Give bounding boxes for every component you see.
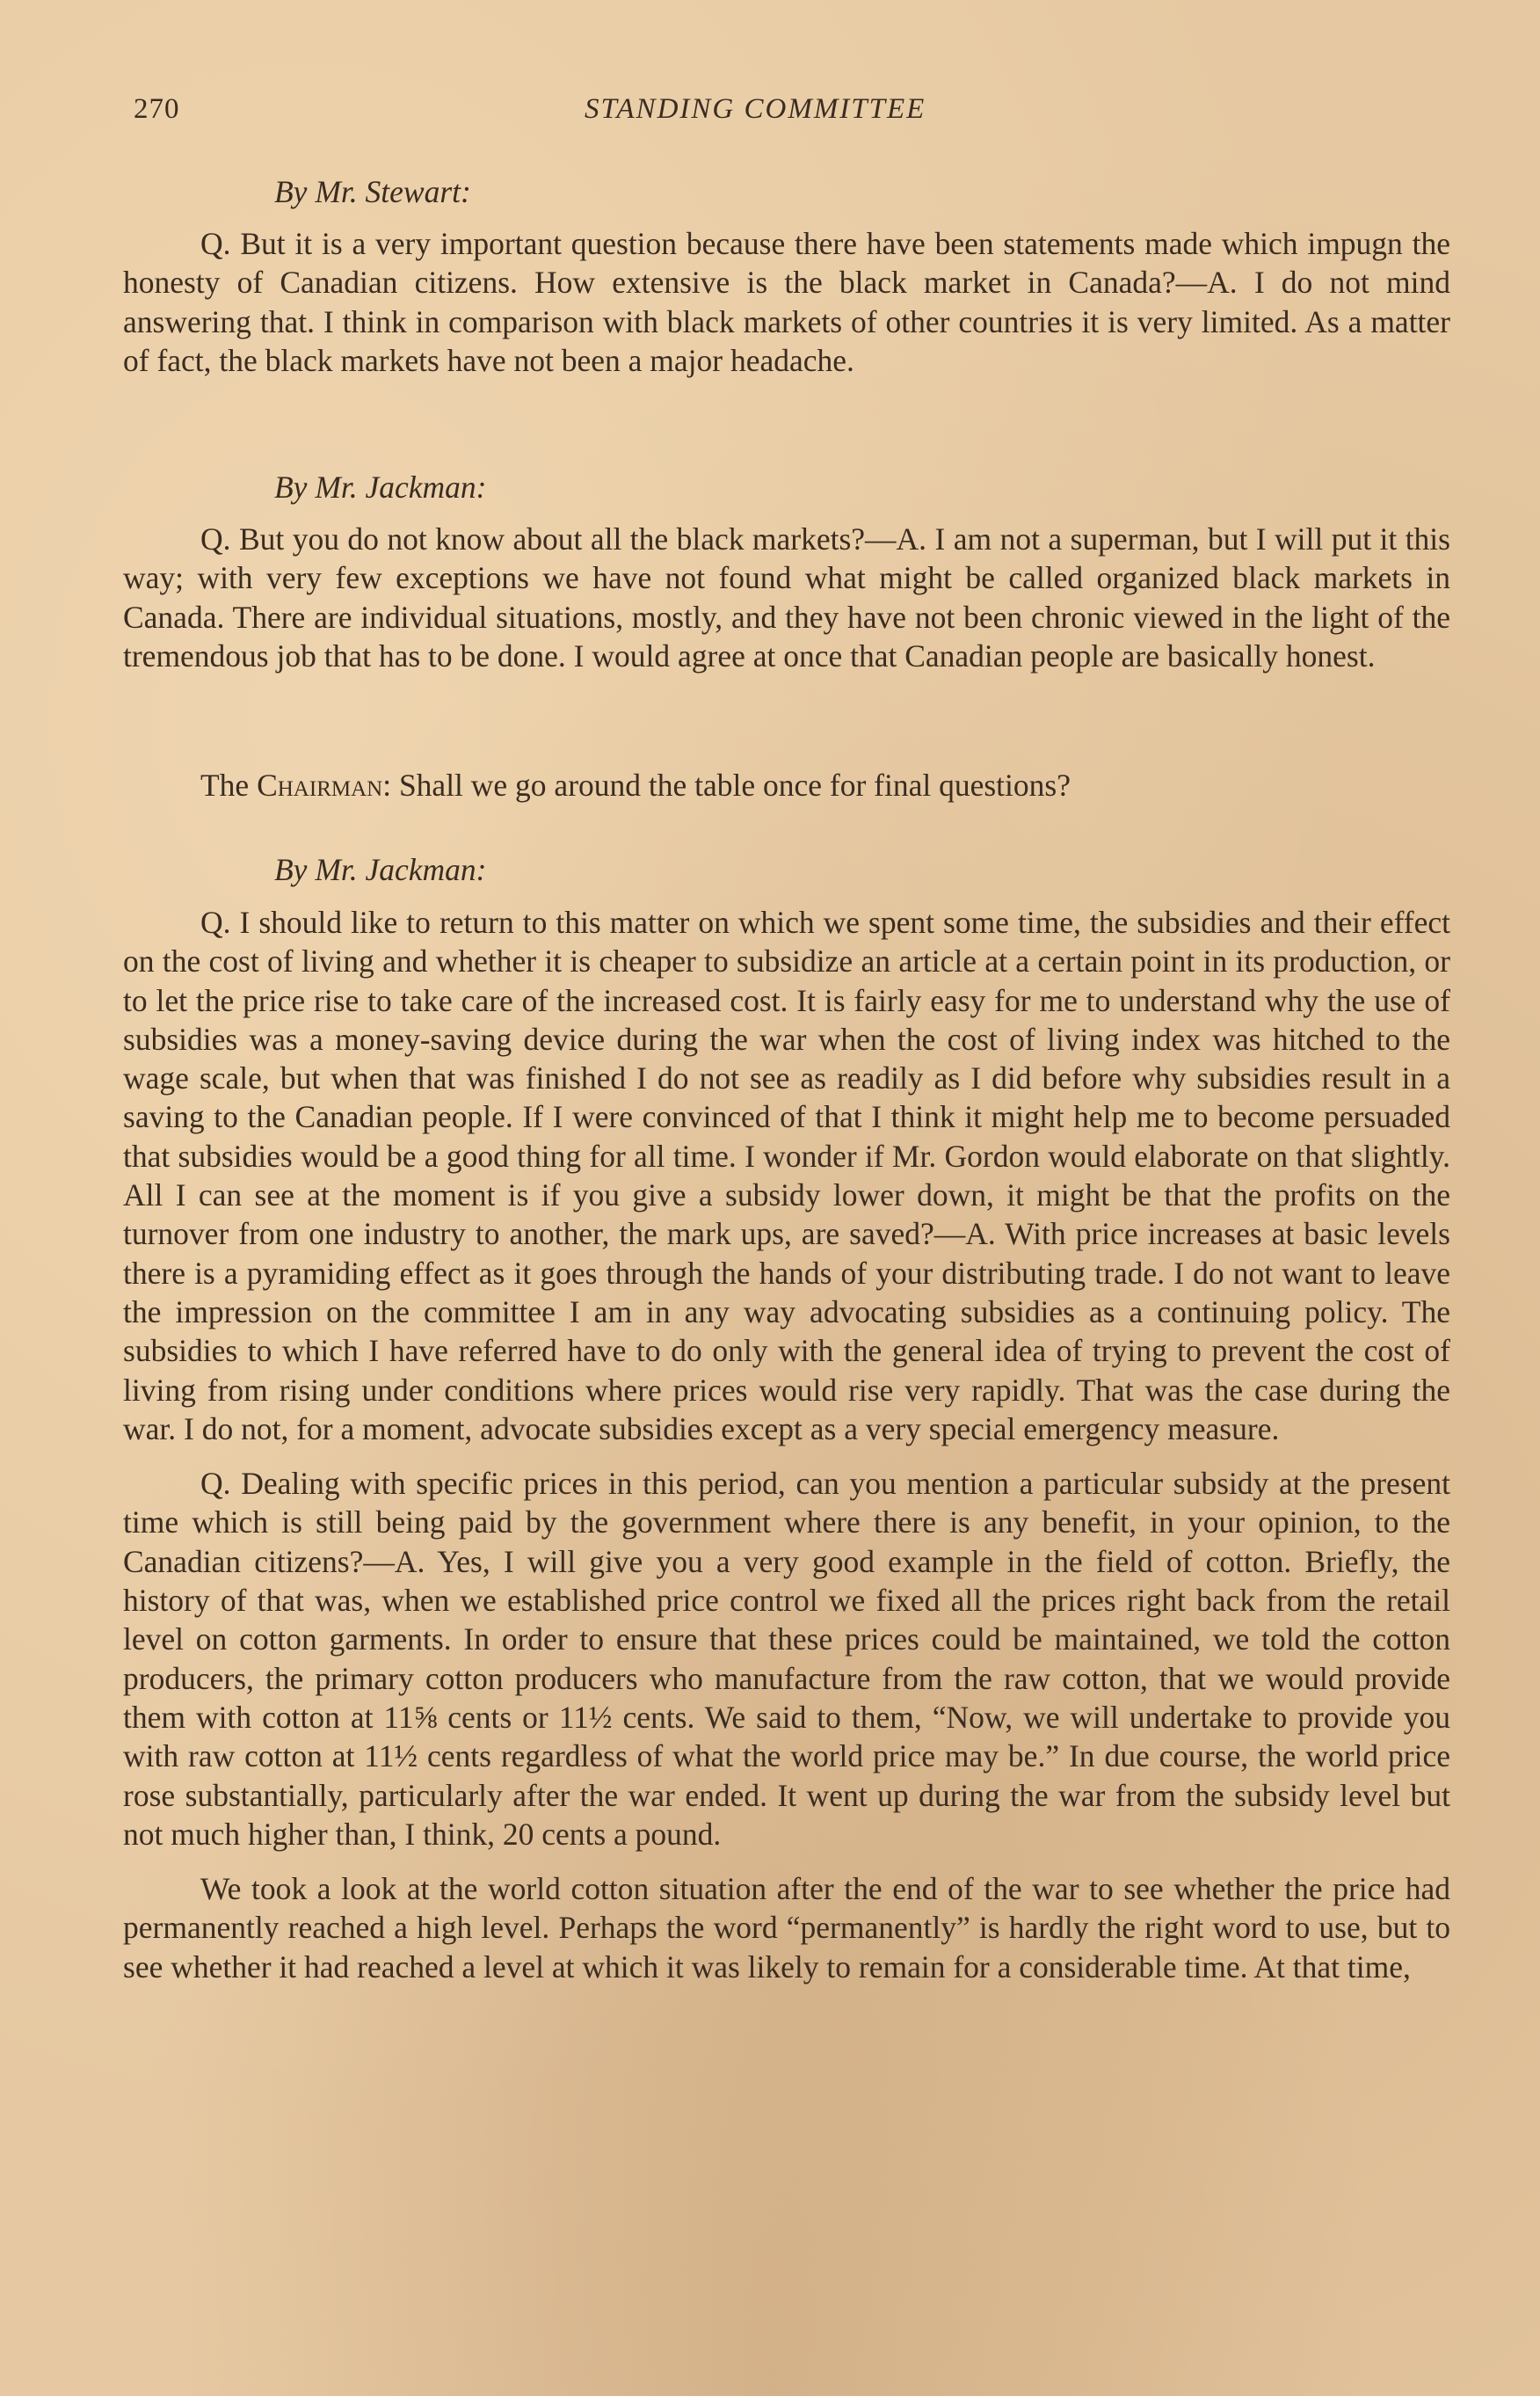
- chairman-prefix: The: [200, 768, 258, 803]
- page-number: 270: [134, 93, 180, 125]
- testimony-block-jackman: [123, 520, 1450, 675]
- testimony-block-jackman-2: [123, 903, 1450, 1986]
- speaker-heading-jackman: By Mr. Jackman:: [274, 470, 487, 505]
- speaker-heading-jackman-2: By Mr. Jackman:: [274, 852, 487, 887]
- running-header: [123, 93, 1442, 137]
- testimony-paragraph: Q. But you do not know about all the black markets?—A. I am not a superman, but I will put it this way; with very few exceptions we have not found what might be called organized black markets in Canada. There are individual situations, mostly, and they have not been chronic viewed in the light of the tremendous job that has to be done. I would agree at once that Canadian people are basically honest.: [123, 521, 1450, 674]
- chairman-text: : Shall we go around the table once for final questions?: [382, 768, 1071, 803]
- testimony-paragraph: Q. Dealing with specific prices in this period, can you mention a particular subsidy at the present time which is still being paid by the government where there is any benefit, in your opinion, to the Canadian citizens?—A. Yes, I will give you a very good example in the field of cotton. Briefly, the history of that was, when we established price control we fixed all the prices right back from the retail level on cotton garments. In order to ensure that these prices could be maintained, we told the cotton producers, the primary cotton producers who manufacture from the raw cotton, that we would provide them with cotton at 11⅝ cents or 11½ cents. We said to them, “Now, we will undertake to provide you with raw cotton at 11½ cents regardless of what the world price may be.” In due course, the world price rose substantially, particularly after the war ended. It went up during the war from the subsidy level but not much higher than, I think, 20 cents a pound.: [123, 1466, 1450, 1852]
- testimony-paragraph: Q. I should like to return to this matter on which we spent some time, the subsidies and their effect on the cost of living and whether it is cheaper to subsidize an article at a certain point in its production, or to let the price rise to take care of the increased cost. It is fairly easy for me to understand why the use of subsidies was a money-saving device during the war when the cost of living index was hitched to the wage scale, but when that was finished I do not see as readily as I did before why subsidies result in a saving to the Canadian people. If I were convinced of that I think it might help me to become persuaded that subsidies would be a good thing for all time. I wonder if Mr. Gordon would elaborate on that slightly. All I can see at the moment is if you give a subsidy lower down, it might be that the profits on the turnover from one industry to another, the mark ups, are saved?—A. With price increases at basic levels there is a pyramiding effect as it goes through the hands of your distributing trade. I do not want to leave the impression on the committee I am in any way advocating subsidies as a continuing policy. The subsidies to which I have referred have to do only with the general idea of trying to prevent the cost of living from rising under conditions where prices would rise very rapidly. That was the case during the war. I do not, for a moment, advocate subsidies except as a very special emergency measure.: [123, 905, 1450, 1446]
- running-title: STANDING COMMITTEE: [585, 93, 926, 125]
- chairman-remark: [200, 766, 1071, 805]
- speaker-heading-stewart: By Mr. Stewart:: [274, 174, 471, 209]
- testimony-paragraph: Q. But it is a very important question because there have been statements made which impugn the honesty of Canadian citizens. How extensive is the black market in Canada?—A. I do not mind answering that. I think in comparison with black markets of other countries it is very limited. As a matter of fact, the black markets have not been a major headache.: [123, 226, 1450, 378]
- chairman-title: Chairman: [257, 768, 383, 803]
- testimony-block-stewart: [123, 224, 1450, 380]
- testimony-paragraph: We took a look at the world cotton situation after the end of the war to see whether the price had permanently reached a high level. Perhaps the word “permanently” is hardly the right word to use, but to see whether it had reached a level at which it was likely to remain for a considerable time. At that time,: [123, 1871, 1450, 1985]
